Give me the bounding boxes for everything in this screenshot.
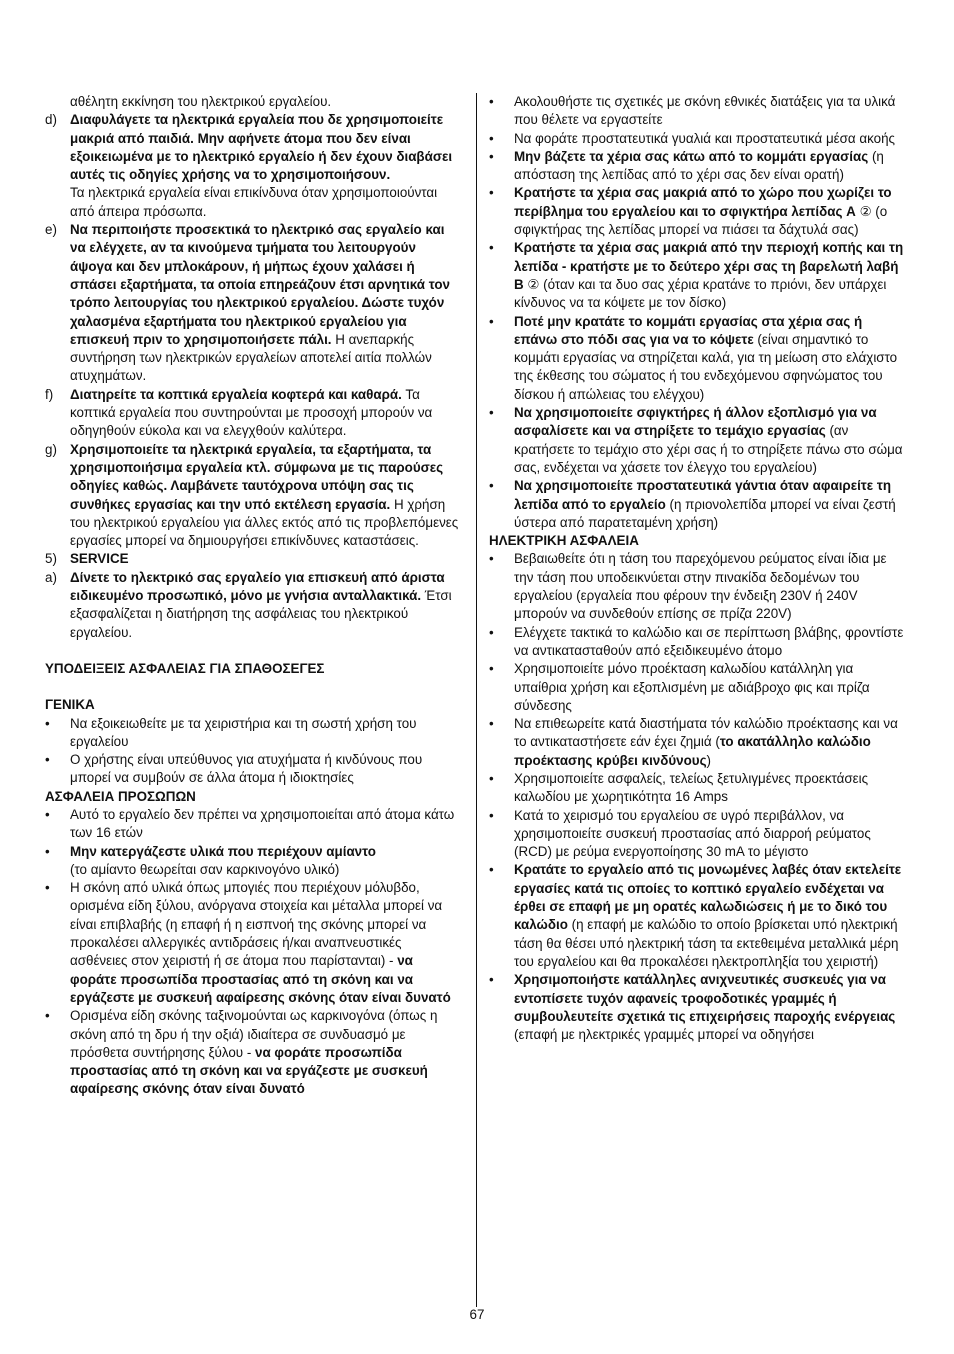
left-column [45,93,460,1099]
list-item [45,879,460,1007]
emphasis-text: Διαφυλάγετε τα ηλεκτρικά εργαλεία που δε χρησιμοποιείτε μακριά από παιδιά. Μην αφήνετε άτομα που δεν είναι εξοικειωμένα με το ηλεκτρικό εργαλείο ή δεν έχουν διαβάσει αυτές τις οδηγίες χρήσης να το χρησιμοποιήσουν. [70,112,453,183]
emphasis-text: SERVICE [70,551,129,567]
spacer [45,678,460,696]
emphasis-text: Κρατήστε τα χέρια σας μακριά από το χώρο που χωρίζει το περίβλημα του εργαλείου και το σφιγκτήρα λεπίδας A [514,185,892,219]
normal-text: Τα ηλεκτρικά εργαλεία είναι επικίνδυνα όταν χρησιμοποιούνται από άπειρα πρόσωπα. [70,185,438,219]
list-item [489,313,909,404]
emphasis-text: Να χρησιμοποιείτε προστατευτικά γάντια όταν αφαιρείτε τη λεπίδα από το εργαλείο [514,478,892,512]
section-heading: ΓΕΝΙΚΑ [45,697,95,713]
list-item [45,221,460,386]
item-text [70,112,452,218]
emphasis-text: Χρησιμοποιείτε τα ηλεκτρικά εργαλεία, τα εξαρτήματα, τα χρησιμοποιήσιμα εργαλεία κτλ. σύμφωνα με τις παρούσες οδηγίες καθώς. Λαμβάνετε ταυτόχρονα υπόψη σας τις συνθήκες εργασίας και την υπό εκτέλεση εργασία. [70,441,444,512]
item-text [70,844,376,877]
normal-text: (επαφή με ηλεκτρικές γραμμές μπορεί να οδηγήσει [514,1027,814,1043]
normal-text: ② (όταν και τα δυο σας χέρια κρατάνε το πριόνι, δεν υπάρχει κίνδυνος να τα κόψετε με τον δίσκο) [514,276,887,311]
item-text [514,185,892,237]
list-item [489,624,909,661]
section-heading: ΑΣΦΑΛΕΙΑ ΠΡΟΣΩΠΩΝ [45,788,196,804]
list-item [489,807,909,862]
list-marker: e) [45,222,57,238]
list-item [45,550,460,568]
list-marker: • [489,148,494,164]
item-text [514,661,870,713]
emphasis-text: Μην βάζετε τα χέρια σας κάτω από το κομμάτι εργασίας [514,148,869,164]
normal-text: (η επαφή με καλώδιο το οποίο βρίσκεται υπό ηλεκτρική τάση θα θέσει υπό ηλεκτρική τάση τα εκτεθειμένα μεταλλικά μέρη του εργαλείου και θα προκαλέσει ηλεκτροπληξία του χειριστή) [514,917,899,969]
emphasis-text: Διατηρείτε τα κοπτικά εργαλεία κοφτερά και καθαρά. [70,386,402,402]
emphasis-text: Κρατάτε το εργαλείο από τις μονωμένες λαβές όταν εκτελείτε εργασίες κατά τις οποίες το κοπτικό εργαλείο ενδέχεται να έρθει σε επαφή με μη ορατές καλωδιώσεις ή με το δικό του καλώδιο [514,862,902,933]
emphasis-text: το ακατάλληλο καλώδιο προέκτασης κρύβει κινδύνους [514,734,871,768]
item-text [70,551,129,566]
list-marker: d) [45,112,57,128]
emphasis-text: Μην κατεργάζεστε υλικά που περιέχουν αμίαντο [70,843,376,859]
list-marker: • [45,1008,50,1024]
item-text [514,972,895,1042]
emphasis-text: Κρατήστε τα χέρια σας μακριά από την περιοχή κοπής και τη λεπίδα - κρατήστε με το δεύτερο χέρι σας τη βαρελωτή λαβή B [514,240,904,292]
list-marker: • [45,715,50,731]
normal-text: Ακολουθήστε τις σχετικές με σκόνη εθνικές διατάξεις για τα υλικά που θέλετε να εργαστείτε [514,94,896,128]
normal-text: Τα κοπτικά εργαλεία που συντηρούνται με προσοχή μπορούν να οδηγηθούν εύκολα και να ελεγχθούν καλύτερα. [70,386,433,439]
section-heading: ΥΠΟΔΕΙΞΕΙΣ ΑΣΦΑΛΕΙΑΣ ΓΙΑ ΣΠΑΘΟΣΕΓΕΣ [45,660,325,676]
normal-text: Χρησιμοποιείτε μόνο προέκταση καλωδίου κατάλληλη για υπαίθρια χρήση και εξοπλισμένη με αδιάβροχο φις και πρίζα σύνδεσης [514,661,870,713]
item-text [514,478,896,530]
normal-text: (αν κρατήσετε το τεμάχιο στο χέρι σας ή το στηρίξετε πάνω στο σώμα σας, ενδέχεται να χάσετε τον έλεγχο του εργαλείου) [514,423,903,475]
item-text [70,880,451,1005]
list-marker: • [489,478,494,494]
list-marker: • [489,94,494,109]
list-item [489,130,909,148]
list-marker: • [489,972,494,988]
item-text [514,149,884,182]
normal-text: Ελέγχετε τακτικά το καλώδιο και σε περίπτωση βλάβης, φροντίστε να αντικατασταθούν από εξειδικευμένο άτομο [514,624,904,658]
list-item [489,239,909,312]
list-item [45,715,460,752]
item-text [514,625,903,658]
list-item [45,386,460,441]
list-marker: • [45,880,50,896]
normal-text: ) [706,752,711,768]
normal-text: (η πριονολεπίδα μπορεί να είναι ζεστή ύστερα από παρατεταμένη χρήση) [514,496,896,530]
item-text [70,222,450,383]
normal-text: Χρησιμοποιείτε ασφαλείς, τελείως ξετυλιγμένες προεκτάσεις καλωδίου με χωρητικότητα 16 Amps [514,770,869,805]
list-item [45,111,460,221]
list-marker: • [489,405,494,421]
item-text [70,716,416,749]
item-text [514,314,897,402]
list-marker: • [489,807,494,823]
list-marker: 5) [45,551,57,567]
item-text [514,240,903,310]
list-marker: • [489,770,494,786]
emphasis-text: Δίνετε το ηλεκτρικό σας εργαλείο για επισκευή από άριστα ειδικευμένο προσωπικό, μόνο με γνήσια ανταλλακτικά. [70,569,445,604]
right-column [489,93,909,1044]
emphasis-text: να φοράτε προσωπίδα προστασίας από τη σκόνη και να εργάζεστε με συσκευή αφαίρεσης σκόνης όταν είναι δυνατό [70,953,451,1005]
normal-text: Να φοράτε προστατευτικά γυαλιά και προστατευτικά μέσα ακοής [514,130,895,146]
normal-text: (η απόσταση της λεπίδας από το χέρι σας δεν είναι ορατή) [514,148,884,183]
list-marker: • [489,862,494,878]
normal-text: ② (ο σφιγκτήρας της λεπίδας μπορεί να πιάσει τα δάχτυλά σας) [514,203,888,238]
list-marker: • [489,185,494,201]
normal-text: Η ανεπαρκής συντήρηση των ηλεκτρικών εργαλείων αποτελεί αιτία πολλών ατυχημάτων. [70,331,432,384]
list-marker: • [489,240,494,256]
item-text [514,405,903,475]
emphasis-text: Να χρησιμοποιείτε σφιγκτήρες ή άλλον εξοπλισμό για να ασφαλίσετε και να στηρίξετε το τεμάχιο εργασίας [514,405,877,439]
item-text [70,442,458,548]
list-item [45,441,460,551]
emphasis-text: να φοράτε προσωπίδα προστασίας από τη σκόνη και να εργάζεστε με συσκευή αφαίρεσης σκόνης όταν είναι δυνατό [70,1044,428,1097]
list-marker: • [489,130,494,146]
list-marker: • [489,313,494,329]
list-item [489,404,909,477]
list-item [489,93,909,130]
section-heading: ΗΛΕΚΤΡΙΚΗ ΑΣΦΑΛΕΙΑ [489,533,639,549]
item-text [514,551,887,621]
item-text [514,94,895,127]
list-item [45,569,460,642]
normal-text: Να επιθεωρείτε κατά διαστήματα τόν καλώδιο προέκτασης και να το αντικαταστήσετε εάν έχει ζημιά ( [514,716,898,750]
normal-text: Αυτό το εργαλείο δεν πρέπει να χρησιμοποιείται από άτομα κάτω των 16 ετών [70,806,455,841]
spacer [45,642,460,660]
list-item [45,843,460,880]
item-text [70,387,432,439]
normal-text: (το αμίαντο θεωρείται σαν καρκινογόνο υλικό) [70,861,340,877]
normal-text: Έτσι εξασφαλίζεται η διατήρηση της ασφάλειας του ηλεκτρικού εργαλείου. [70,588,452,640]
list-marker: • [489,716,494,732]
list-marker: f) [45,386,54,402]
list-item [489,715,909,770]
normal-text: (είναι σημαντικό το κομμάτι εργασίας να στηρίζεται καλά, για τη μείωση στο ελάχιστο της έκθεσης του σώματος ή του ενδεχόμενου σφηνώματος του δίσκου ή απώλειας του ελέγχου) [514,331,898,402]
list-marker: • [489,661,494,677]
item-text [70,807,454,840]
normal-text: Ο χρήστης είναι υπεύθυνος για ατυχήματα ή κινδύνους που μπορεί να συμβούν σε άλλα άτομα ή ιδιοκτησίες [70,752,423,786]
item-text [514,131,895,146]
item-text [514,862,901,968]
item-text [514,771,868,804]
list-item [489,477,909,532]
list-item [489,770,909,807]
emphasis-text: Χρησιμοποιήστε κατάλληλες ανιχνευτικές συσκευές για να εντοπίσετε τυχόν αφανείς τροφοδοτικές γραμμές ή συμβουλευτείτε σχετικά τις επιχειρήσεις παροχής ενέργειας [514,972,896,1024]
normal-text: Να εξοικειωθείτε με τα χειριστήρια και τη σωστή χρήση του εργαλείου [70,715,417,749]
list-item [489,861,909,971]
list-item [489,550,909,623]
normal-text: Η χρήση του ηλεκτρικού εργαλείου για άλλες εκτός από τις προβλεπόμενες εργασίες μπορεί να δημιουργήσει επικίνδυνες καταστάσεις. [70,496,459,549]
list-marker: a) [45,569,57,585]
column-divider [476,93,477,1307]
paragraph: αθέλητη εκκίνηση του ηλεκτρικού εργαλείου. [70,94,332,109]
list-marker: • [45,843,50,859]
list-marker: • [45,752,50,768]
list-item [45,1007,460,1098]
page-number: 67 [469,1307,485,1322]
list-item [489,971,909,1044]
item-text [514,716,898,768]
list-marker: g) [45,441,57,457]
list-item [489,148,909,185]
emphasis-text: Ποτέ μην κρατάτε το κομμάτι εργασίας στα χέρια σας ή επάνω στο πόδι σας για να το κόψετε [514,313,863,347]
normal-text: Βεβαιωθείτε ότι η τάση του παρεχόμενου ρεύματος είναι ίδια με την τάση που υποδεικνύεται στην πινακίδα δεδομένων του εργαλείου (εργαλεία που φέρουν την ένδειξη 230V ή 240V μπορούν να συνδεθούν επίσης σε πρίζα 220V) [514,551,887,622]
list-marker: • [489,551,494,567]
list-item [45,806,460,843]
list-marker: • [489,624,494,640]
item-text [70,570,452,640]
normal-text: Η σκόνη από υλικά όπως μπογιές που περιέχουν μόλυβδο, ορισμένα είδη ξύλου, ανόργανα στοιχεία και μέταλλα μπορεί να είναι επιβλαβής (η επαφή ή η εισπνοή της σκόνης μπορεί να προκαλέσει αλλεργικές αντιδράσεις ή/και αναπνευστικές ασθένειες στον χειριστή ή σε άτομα που παρίστανται) - [70,880,443,969]
item-text [70,1008,437,1096]
list-item [45,751,460,788]
emphasis-text: Να περιποιήστε προσεκτικά το ηλεκτρικό σας εργαλείο και να ελέγχετε, αν τα κινούμενα τμήματα του λειτουργούν άψογα και δεν μπλοκάρουν, ή μήπως έχουν χαλάσει ή σπάσει εξαρτήματα, τα οποία επηρεάζουν έτσι αρνητικά τον τρόπο λειτουργίας του ηλεκτρικού εργαλείου. Δώστε τυχόν χαλασμένα εξαρτήματα του ηλεκτρικού εργαλείου για επισκευή πριν το χρησιμοποιήσετε πάλι. [70,222,450,347]
list-item [489,184,909,239]
normal-text: Κατά το χειρισμό του εργαλείου σε υγρό περιβάλλον, να χρησιμοποιείτε συσκευή προστασίας από διαρροή ρεύματος (RCD) με ρεύμα ενεργοποίησης 30 mA το μέγιστο [514,807,871,860]
list-marker: • [45,806,50,822]
normal-text: Ορισμένα είδη σκόνης ταξινομούνται ως καρκινογόνα (όπως η σκόνη από τη δρυ ή την οξιά) ιδιαίτερα σε συνδυασμό με πρόσθετα συντήρησης ξύλου - [70,1008,438,1060]
list-item [489,660,909,715]
item-text [514,808,871,860]
item-text [70,752,422,785]
